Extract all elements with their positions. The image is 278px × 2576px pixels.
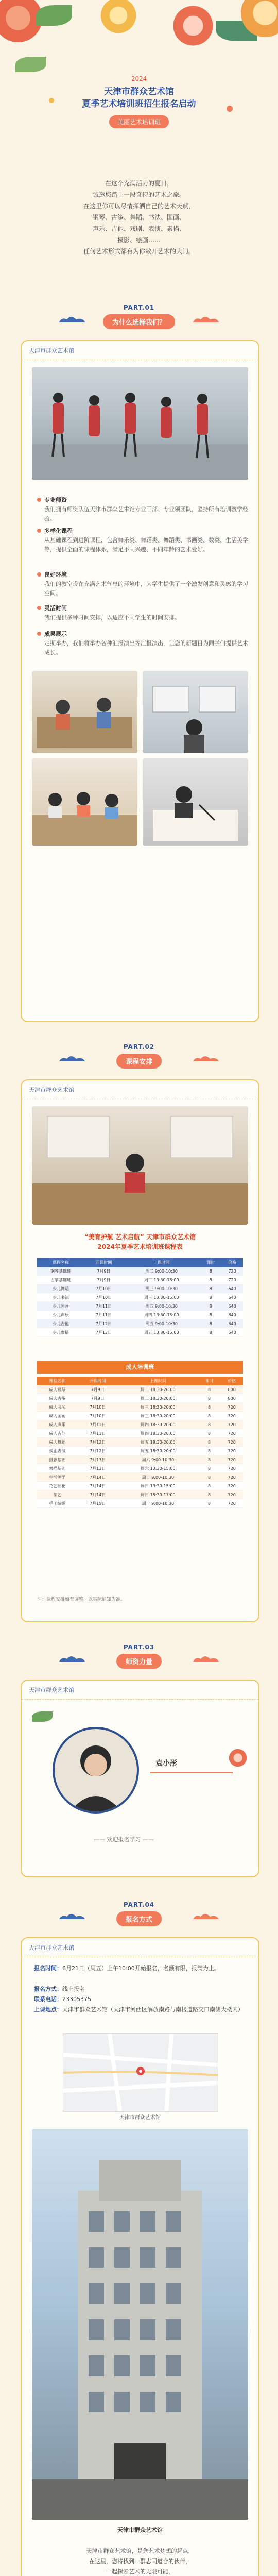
table-cell: 720	[220, 1412, 243, 1420]
table-cell: 8	[198, 1420, 221, 1429]
table-cell: 周日 15:30-17:00	[118, 1490, 198, 1499]
cloud-decoration	[57, 314, 88, 325]
table-cell: 720	[221, 1276, 243, 1284]
table-cell: 成人书法	[37, 1403, 77, 1412]
building-caption: 天津市群众艺术馆	[117, 2527, 163, 2533]
table-cell: 720	[220, 1482, 243, 1490]
table-cell: 7月12日	[84, 1328, 123, 1337]
table-cell: 周三 18:30-20:00	[118, 1412, 198, 1420]
table-cell: 7月14日	[77, 1473, 117, 1482]
table-cell: 摄影基础	[37, 1455, 77, 1464]
col-header: 上课时间	[123, 1258, 200, 1267]
schedule-title-line: 2024年夏季艺术培训班课程表	[97, 1243, 183, 1250]
col-header: 开课时间	[77, 1377, 117, 1385]
table-cell: 800	[220, 1385, 243, 1394]
table-cell: 8	[198, 1385, 221, 1394]
table-cell: 古筝基础班	[37, 1276, 84, 1284]
star-decoration	[227, 106, 233, 112]
feature-title: 成果展示	[37, 630, 248, 639]
table-cell: 7月11日	[77, 1420, 117, 1429]
table-cell: 7月9日	[77, 1385, 117, 1394]
col-header: 价格	[221, 1258, 243, 1267]
part3-card	[21, 1680, 259, 1877]
table-cell: 周四 18:30-20:00	[118, 1429, 198, 1438]
table-cell: 8	[200, 1284, 221, 1293]
table-cell: 8	[198, 1473, 221, 1482]
intro-line: 在这里你可以尽情挥洒自己的艺术天赋，	[83, 202, 195, 210]
part4-heading	[0, 1901, 278, 1926]
table-cell: 周六 9:00-10:30	[118, 1455, 198, 1464]
schedule-table	[37, 1258, 243, 1337]
table-cell: 周三 9:00-10:30	[123, 1284, 200, 1293]
dance-class-photo	[32, 367, 248, 480]
part3-pill: 师资力量	[116, 1654, 162, 1669]
table-cell: 生活美学	[37, 1473, 77, 1482]
title-pill: 美丽艺术培训班	[109, 115, 169, 128]
adult-schedule-table	[37, 1377, 243, 1508]
table-cell: 640	[221, 1328, 243, 1337]
table-cell: 8	[198, 1499, 221, 1508]
table-cell: 戏剧表演	[37, 1447, 77, 1455]
table-cell: 640	[221, 1319, 243, 1328]
adult-section-bar: 成人培训班	[37, 1361, 243, 1374]
intro-line: 钢琴、古筝、舞蹈、书法、国画、	[92, 214, 185, 221]
table-cell: 周六 13:30-15:00	[118, 1464, 198, 1473]
feature-item	[37, 496, 248, 523]
building-photo	[32, 2129, 248, 2520]
table-row	[37, 1403, 243, 1412]
table-cell: 成人国画	[37, 1412, 77, 1420]
table-row	[37, 1394, 243, 1403]
table-row	[37, 1438, 243, 1447]
table-cell: 8	[200, 1302, 221, 1311]
table-cell: 8	[198, 1447, 221, 1455]
part4-card	[21, 1937, 259, 2576]
table-cell: 周二 18:30-20:00	[118, 1385, 198, 1394]
part2-pill: 课程安排	[116, 1054, 162, 1069]
cloud-decoration	[190, 1654, 221, 1664]
feature-item	[37, 630, 248, 657]
schedule-title-line: “美育护航 艺术启航” 天津市群众艺术馆	[84, 1233, 196, 1241]
table-cell: 茶艺	[37, 1490, 77, 1499]
table-row	[37, 1499, 243, 1508]
part2-heading	[0, 1043, 278, 1069]
table-cell: 8	[200, 1311, 221, 1319]
table-cell: 7月9日	[77, 1394, 117, 1403]
table-cell: 720	[220, 1429, 243, 1438]
table-cell: 7月15日	[77, 1499, 117, 1508]
students-photo	[32, 758, 137, 846]
part4-pill: 报名方式	[116, 1911, 162, 1926]
table-cell: 720	[220, 1438, 243, 1447]
table-cell: 720	[220, 1464, 243, 1473]
info-value: 6月21日（周五）上午10:00开始报名，名额有限，报满为止。	[62, 1965, 220, 1972]
table-cell: 周二 18:30-20:00	[118, 1394, 198, 1403]
painting-photo	[143, 671, 248, 753]
card-header: 天津市群众艺术馆	[22, 1080, 258, 1099]
closing-line: 天津市群众艺术馆，是您艺术梦想的起点，	[86, 2548, 194, 2554]
calligraphy-photo	[143, 758, 248, 846]
table-cell: 720	[220, 1499, 243, 1508]
table-row	[37, 1429, 243, 1438]
table-cell: 7月10日	[77, 1412, 117, 1420]
header-banner	[0, 0, 278, 170]
cloud-decoration	[190, 314, 221, 325]
table-cell: 周二 9:00-10:30	[123, 1267, 200, 1276]
table-cell: 720	[220, 1420, 243, 1429]
part2-label: PART.02	[123, 1043, 155, 1050]
part3-heading	[0, 1643, 278, 1669]
table-cell: 8	[198, 1482, 221, 1490]
table-cell: 少儿素描	[37, 1328, 84, 1337]
table-cell: 周五 18:30-20:00	[118, 1447, 198, 1455]
table-cell: 成人声乐	[37, 1420, 77, 1429]
schedule-note: 注：课程安排如有调整，以实际通知为准。	[37, 1597, 126, 1602]
leaf-decoration	[32, 1711, 53, 1722]
table-cell: 720	[221, 1267, 243, 1276]
table-cell: 8	[198, 1490, 221, 1499]
signup-phone	[34, 1995, 250, 2004]
col-header: 课程名称	[37, 1258, 84, 1267]
feature-title: 良好环境	[37, 570, 248, 580]
feature-text: 定期举办，我们将举办各种汇报演出等汇报演出，让您的新题目为同学们提供艺术成长。	[44, 640, 248, 656]
table-cell: 640	[221, 1302, 243, 1311]
signup-method	[34, 1985, 250, 1994]
info-value: 天津市群众艺术馆（天津市河西区解放南路与南楼道路交口南侧大楼内）	[62, 2006, 244, 2013]
table-cell: 7月12日	[77, 1447, 117, 1455]
intro-text	[31, 178, 247, 257]
table-row	[37, 1482, 243, 1490]
table-cell: 7月9日	[84, 1267, 123, 1276]
table-cell: 8	[198, 1394, 221, 1403]
table-cell: 8	[200, 1328, 221, 1337]
table-cell: 7月9日	[84, 1276, 123, 1284]
table-row	[37, 1293, 243, 1302]
table-cell: 少儿吉他	[37, 1319, 84, 1328]
part1-pill: 为什么选择我们？	[103, 314, 175, 329]
table-row	[37, 1447, 243, 1455]
feature-title: 专业师资	[37, 496, 248, 505]
intro-line: 诚邀您踏上一段奇特的艺术之旅。	[92, 191, 185, 198]
table-cell: 成人古筝	[37, 1394, 77, 1403]
info-key: 报名时间：	[34, 1965, 62, 1972]
table-cell: 少儿书法	[37, 1293, 84, 1302]
table-cell: 7月11日	[84, 1311, 123, 1319]
col-header: 价格	[220, 1377, 243, 1385]
table-cell: 7月10日	[84, 1284, 123, 1293]
part1-heading	[0, 304, 278, 329]
table-cell: 8	[198, 1455, 221, 1464]
card-header: 天津市群众艺术馆	[22, 1681, 258, 1700]
table-cell: 8	[200, 1319, 221, 1328]
table-cell: 周一 9:00-10:30	[118, 1499, 198, 1508]
table-cell: 720	[220, 1473, 243, 1482]
table-cell: 7月12日	[84, 1319, 123, 1328]
feature-item	[37, 527, 248, 554]
title-line2: 夏季艺术培训班招生报名启动	[82, 99, 196, 109]
feature-text: 我们提供多种时间安排，以适应不同学生的时间安排。	[44, 614, 180, 621]
table-cell: 7月10日	[77, 1403, 117, 1412]
table-row	[37, 1328, 243, 1337]
table-cell: 720	[220, 1455, 243, 1464]
intro-line: 声乐、吉他、戏剧、表演、素描、	[92, 225, 185, 232]
table-cell: 7月14日	[77, 1482, 117, 1490]
table-cell: 8	[200, 1293, 221, 1302]
table-cell: 成人吉他	[37, 1429, 77, 1438]
table-cell: 7月13日	[77, 1464, 117, 1473]
classroom-photo	[32, 671, 137, 753]
table-cell: 周五 13:30-15:00	[123, 1328, 200, 1337]
title-year: 2024	[131, 75, 147, 82]
table-cell: 7月14日	[77, 1490, 117, 1499]
table-cell: 周五 18:30-20:00	[118, 1438, 198, 1447]
cloud-decoration	[57, 1054, 88, 1064]
table-cell: 周日 9:00-10:30	[118, 1473, 198, 1482]
info-value: 线上报名	[62, 1986, 85, 1992]
table-cell: 7月12日	[77, 1438, 117, 1447]
teacher-name: 袁小彤	[155, 1759, 177, 1768]
table-cell: 8	[198, 1438, 221, 1447]
cloud-decoration	[190, 1054, 221, 1064]
table-cell: 少儿声乐	[37, 1311, 84, 1319]
map-label: 天津市群众艺术馆	[119, 2115, 161, 2121]
closing-line: 在这里，您将找到一群志同道合的伙伴，	[89, 2558, 191, 2565]
part1-card	[21, 340, 259, 1022]
table-cell: 8	[200, 1267, 221, 1276]
table-row	[37, 1490, 243, 1499]
table-row	[37, 1276, 243, 1284]
table-row	[37, 1385, 243, 1394]
table-cell: 8	[198, 1412, 221, 1420]
teacher-caption: —— 欢迎报名学习 ——	[94, 1836, 154, 1843]
table-cell: 花艺插花	[37, 1482, 77, 1490]
table-cell: 手工编织	[37, 1499, 77, 1508]
feature-item	[37, 604, 248, 622]
table-cell: 720	[220, 1447, 243, 1455]
signup-time	[34, 1964, 250, 1973]
table-cell: 素描基础	[37, 1464, 77, 1473]
table-cell: 周四 18:30-20:00	[118, 1420, 198, 1429]
table-cell: 8	[198, 1403, 221, 1412]
signup-location	[34, 2005, 250, 2014]
table-cell: 8	[200, 1276, 221, 1284]
info-key: 联系电话：	[34, 1996, 62, 2003]
col-header: 上课时间	[118, 1377, 198, 1385]
table-cell: 成人钢琴	[37, 1385, 77, 1394]
cloud-decoration	[190, 1911, 221, 1922]
col-header: 开课时间	[84, 1258, 123, 1267]
part4-label: PART.04	[123, 1901, 155, 1908]
table-cell: 8	[198, 1429, 221, 1438]
feature-text: 从基础课程到进阶课程，包含舞乐类、舞蹈类、舞蹈类、书画类、数类、生活美学等，提供全面的课程体系，满足不同兴趣、不同年龄的艺术爱好。	[44, 537, 248, 553]
flower-decoration	[170, 3, 216, 49]
table-cell: 640	[221, 1311, 243, 1319]
table-row	[37, 1455, 243, 1464]
schedule-title	[42, 1232, 238, 1252]
col-header: 课时	[200, 1258, 221, 1267]
table-row	[37, 1319, 243, 1328]
table-cell: 少儿国画	[37, 1302, 84, 1311]
closing-text	[42, 2546, 238, 2576]
table-cell: 成人舞蹈	[37, 1438, 77, 1447]
table-cell: 周四 13:30-15:00	[123, 1311, 200, 1319]
feature-item	[37, 570, 248, 598]
teacher-avatar	[53, 1727, 139, 1814]
intro-line: 摄影、绘画……	[117, 236, 161, 244]
table-row	[37, 1464, 243, 1473]
table-cell: 7月13日	[77, 1455, 117, 1464]
table-row	[37, 1420, 243, 1429]
intro-line: 任何艺术形式都有为你敞开艺术的大门。	[83, 248, 195, 255]
table-cell: 640	[221, 1284, 243, 1293]
table-row	[37, 1412, 243, 1420]
table-cell: 720	[220, 1403, 243, 1412]
feature-title: 灵活时间	[37, 604, 248, 613]
part1-label: PART.01	[123, 304, 155, 311]
star-decoration	[49, 98, 54, 103]
table-cell: 7月11日	[84, 1302, 123, 1311]
table-cell: 800	[220, 1394, 243, 1403]
table-cell: 周二 13:30-15:00	[123, 1276, 200, 1284]
studio-photo	[32, 1106, 248, 1225]
info-value: 23305375	[62, 1996, 91, 2003]
table-cell: 钢琴基础班	[37, 1267, 84, 1276]
card-header: 天津市群众艺术馆	[22, 1938, 258, 1957]
flower-decoration	[228, 1748, 248, 1768]
info-key: 上课地点：	[34, 2006, 62, 2013]
title-box	[57, 72, 221, 149]
table-row	[37, 1473, 243, 1482]
table-cell: 周四 9:00-10:30	[123, 1302, 200, 1311]
title-line1: 天津市群众艺术馆	[104, 87, 174, 97]
table-cell: 周三 13:30-15:00	[123, 1293, 200, 1302]
part3-label: PART.03	[123, 1643, 155, 1651]
cloud-decoration	[57, 1654, 88, 1664]
feature-title: 多样化课程	[37, 527, 248, 536]
cloud-decoration	[57, 1911, 88, 1922]
table-cell: 周五 9:00-10:30	[123, 1319, 200, 1328]
leaf-decoration	[15, 57, 46, 72]
leaf-decoration	[36, 5, 72, 26]
part2-card	[21, 1079, 259, 1622]
table-cell: 7月11日	[77, 1429, 117, 1438]
table-cell: 720	[220, 1490, 243, 1499]
table-cell: 周日 13:30-15:00	[118, 1482, 198, 1490]
closing-line: 一起探索艺术的无限可能，	[106, 2568, 174, 2575]
col-header: 课程名称	[37, 1377, 77, 1385]
table-cell: 周三 18:30-20:00	[118, 1403, 198, 1412]
table-cell: 少儿舞蹈	[37, 1284, 84, 1293]
table-cell: 8	[198, 1464, 221, 1473]
intro-line: 在这个充满活力的夏日，	[105, 180, 173, 187]
table-cell: 7月10日	[84, 1293, 123, 1302]
table-row	[37, 1311, 243, 1319]
table-row	[37, 1302, 243, 1311]
feature-text: 我们的教室设在充满艺术气息的环境中，为学生提供了一个激发创意和灵感的学习空间。	[44, 581, 248, 597]
col-header: 课时	[198, 1377, 221, 1385]
table-row	[37, 1284, 243, 1293]
table-row	[37, 1267, 243, 1276]
table-cell: 640	[221, 1293, 243, 1302]
feature-text: 我们拥有师资队伍天津市群众艺术馆专业干部、专业领团队，坚持所有培训教学经验。	[44, 506, 248, 522]
card-header: 天津市群众艺术馆	[22, 341, 258, 360]
location-map[interactable]	[63, 2033, 218, 2112]
info-key: 报名方式：	[34, 1986, 62, 1992]
teacher-underline	[150, 1772, 233, 1773]
flower-decoration	[98, 0, 139, 36]
